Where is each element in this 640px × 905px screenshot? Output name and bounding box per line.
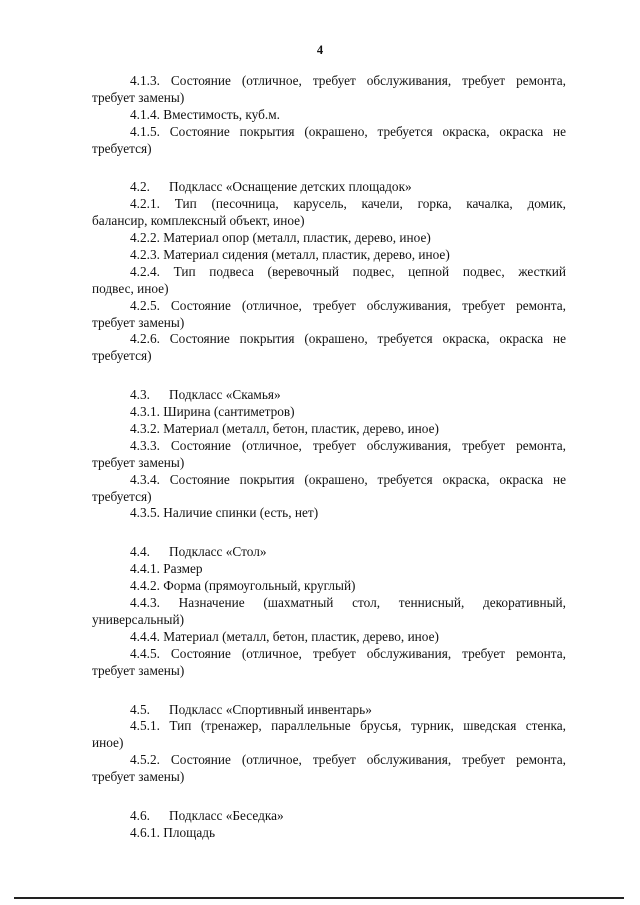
item-4-2-2: 4.2.2. Материал опор (металл, пластик, дерево, иное) xyxy=(130,230,431,246)
item-4-1-5-line-2: требуется) xyxy=(92,140,152,156)
item-4-2-4-line-2: подвес, иное) xyxy=(92,280,169,296)
item-4-3-5: 4.3.5. Наличие спинки (есть, нет) xyxy=(130,505,319,521)
item-4-2-1-line-1: 4.2.1. Тип (песочница, карусель, качели, горка, качалка, домик, xyxy=(130,196,566,212)
item-4-4-1: 4.4.1. Размер xyxy=(130,561,203,577)
footer-divider xyxy=(14,897,624,899)
section-4-6 xyxy=(92,808,566,842)
section-4-5 xyxy=(92,702,566,786)
section-4-5-number: 4.5. xyxy=(130,701,150,717)
section-4-3 xyxy=(92,387,566,522)
item-4-4-3-line-1: 4.4.3. Назначение (шахматный стол, теннисный, декоративный, xyxy=(130,595,566,611)
item-4-2-3: 4.2.3. Материал сидения (металл, пластик, дерево, иное) xyxy=(130,247,450,263)
item-4-4-2: 4.4.2. Форма (прямоугольный, круглый) xyxy=(130,578,356,594)
document-body xyxy=(92,73,566,864)
item-4-5-1-line-2: иное) xyxy=(92,735,124,751)
item-4-5-2-line-1: 4.5.2. Состояние (отличное, требует обслуживания, требует ремонта, xyxy=(130,752,566,768)
item-4-3-2: 4.3.2. Материал (металл, бетон, пластик, дерево, иное) xyxy=(130,421,439,437)
item-4-5-2-line-2: требует замены) xyxy=(92,769,185,785)
item-4-3-3-line-2: требует замены) xyxy=(92,454,185,470)
section-4-6-number: 4.6. xyxy=(130,807,150,823)
item-4-1-3-line-1: 4.1.3. Состояние (отличное, требует обслуживания, требует ремонта, xyxy=(130,73,566,88)
item-4-2-5-line-1: 4.2.5. Состояние (отличное, требует обслуживания, требует ремонта, xyxy=(130,297,566,313)
item-4-4-3-line-2: универсальный) xyxy=(92,611,185,627)
item-4-4-4: 4.4.4. Материал (металл, бетон, пластик, дерево, иное) xyxy=(130,628,439,644)
page-number: 4 xyxy=(316,43,324,57)
section-4-5-title: Подкласс «Спортивный инвентарь» xyxy=(169,701,372,717)
item-4-2-6-line-1: 4.2.6. Состояние покрытия (окрашено, требуется окраска, окраска не xyxy=(130,331,566,347)
section-4-4 xyxy=(92,544,566,679)
section-4-6-title: Подкласс «Беседка» xyxy=(169,807,284,823)
item-4-4-5-line-1: 4.4.5. Состояние (отличное, требует обслуживания, требует ремонта, xyxy=(130,645,566,661)
section-4-2-heading xyxy=(92,179,566,196)
section-4-3-heading xyxy=(92,387,566,404)
item-4-3-3-line-1: 4.3.3. Состояние (отличное, требует обслуживания, требует ремонта, xyxy=(130,437,566,453)
item-4-3-4-line-1: 4.3.4. Состояние покрытия (окрашено, требуется окраска, окраска не xyxy=(130,471,566,487)
item-4-2-4-line-1: 4.2.4. Тип подвеса (веревочный подвес, цепной подвес, жесткий xyxy=(130,263,566,279)
section-4-2 xyxy=(92,179,566,365)
section-4-2-number: 4.2. xyxy=(130,179,150,195)
section-4-5-heading xyxy=(92,702,566,719)
section-4-4-title: Подкласс «Стол» xyxy=(169,544,267,560)
item-4-4-5-line-2: требует замены) xyxy=(92,662,185,678)
section-4-1-continued xyxy=(92,73,566,157)
section-4-3-title: Подкласс «Скамья» xyxy=(169,387,281,403)
item-4-2-5-line-2: требует замены) xyxy=(92,314,185,330)
section-4-4-number: 4.4. xyxy=(130,544,150,560)
item-4-3-1: 4.3.1. Ширина (сантиметров) xyxy=(130,404,295,420)
section-4-4-heading xyxy=(92,544,566,561)
section-4-2-title: Подкласс «Оснащение детских площадок» xyxy=(169,179,412,195)
item-4-5-1-line-1: 4.5.1. Тип (тренажер, параллельные брусья, турник, шведская стенка, xyxy=(130,718,566,734)
item-4-1-5-line-1: 4.1.5. Состояние покрытия (окрашено, требуется окраска, окраска не xyxy=(130,123,566,139)
item-4-1-4: 4.1.4. Вместимость, куб.м. xyxy=(130,106,280,122)
item-4-2-6-line-2: требуется) xyxy=(92,348,152,364)
section-4-6-heading xyxy=(92,808,566,825)
item-4-2-1-line-2: балансир, комплексный объект, иное) xyxy=(92,213,305,229)
section-4-3-number: 4.3. xyxy=(130,387,150,403)
item-4-3-4-line-2: требуется) xyxy=(92,488,152,504)
item-4-1-3-line-2: требует замены) xyxy=(92,89,185,105)
item-4-6-1: 4.6.1. Площадь xyxy=(130,824,216,840)
